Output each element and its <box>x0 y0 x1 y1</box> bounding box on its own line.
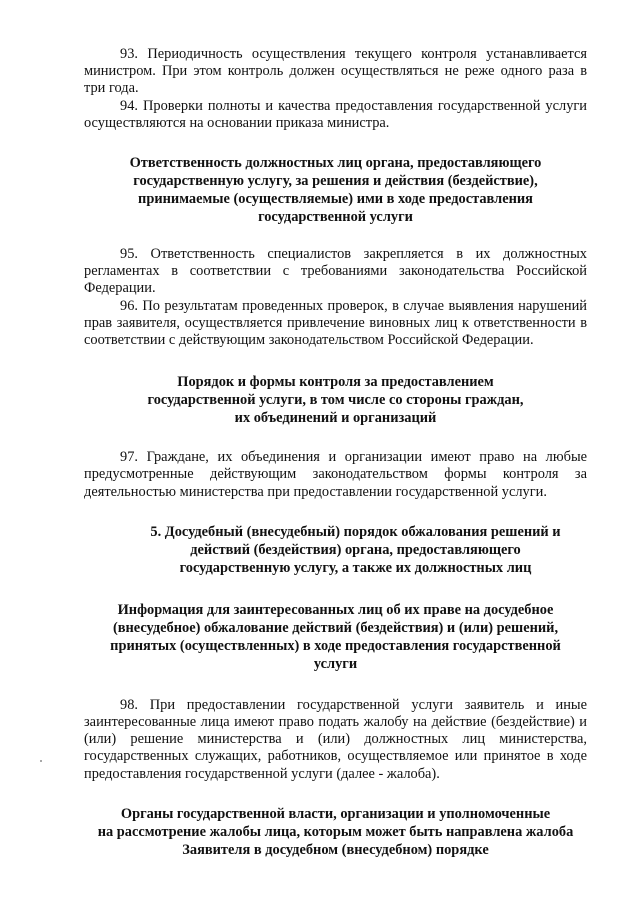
paragraph-95: 95. Ответственность специалистов закрепляется в их должностных регламентах в соответствии с требованиями законодательства Российской Федерации. <box>84 246 587 297</box>
heading-line: Информация для заинтересованных лиц об их праве на досудебное <box>117 601 554 618</box>
heading-line: государственную услугу, за решения и действия (бездействие), <box>133 173 538 190</box>
paragraph-94: 94. Проверки полноты и качества предоставления государственной услуги осуществляются на основании приказа министра. <box>84 97 587 131</box>
paragraph-97: 97. Граждане, их объединения и организации имеют право на любые предусмотренные действующим законодательством формы контроля за деятельностью министерства при предоставлении государственной услуги. <box>84 449 587 500</box>
heading-line: действий (бездействия) органа, предоставляющего <box>190 541 521 558</box>
heading-line: принятых (осуществленных) в ходе предоставления государственной <box>110 637 561 654</box>
heading-section-5 <box>84 523 587 577</box>
heading-line: (внесудебное) обжалование действий (бездействия) и (или) решений, <box>112 619 559 636</box>
heading-line: 5. Досудебный (внесудебный) порядок обжалования решений и <box>150 523 561 540</box>
heading-responsibility <box>84 154 587 226</box>
paragraph-93: 93. Периодичность осуществления текущего контроля устанавливается министром. При этом контроль должен осуществляться не реже одного раза в три года. <box>84 46 587 97</box>
heading-control-forms <box>84 373 587 427</box>
document-body <box>84 46 587 859</box>
heading-line: на рассмотрение жалобы лица, которым может быть направлена жалоба <box>97 823 574 840</box>
heading-info-rights <box>84 601 587 673</box>
heading-line: государственной услуги <box>258 209 413 226</box>
heading-line: принимаемые (осуществляемые) ими в ходе предоставления <box>138 191 533 208</box>
heading-line: их объединений и организаций <box>234 410 437 427</box>
heading-line: государственной услуги, в том числе со стороны граждан, <box>147 392 524 409</box>
paragraph-98: 98. При предоставлении государственной услуги заявитель и иные заинтересованные лица имеют право подать жалобу на действие (бездействие) и (или) решение министерства и (или) должностных лиц министерства, государственных служащих, работников, осуществляемое или принятое в ходе предоставления государственной услуги (далее - жалоба). <box>84 696 587 782</box>
heading-complaint-bodies <box>84 805 587 859</box>
heading-line: услуги <box>313 655 358 672</box>
heading-line: Ответственность должностных лиц органа, предоставляющего <box>129 155 542 172</box>
heading-line: Заявителя в досудебном (внесудебном) порядке <box>182 841 489 858</box>
heading-line: Органы государственной власти, организации и уполномоченные <box>120 805 551 822</box>
heading-line: государственную услугу, а также их должностных лиц <box>179 559 532 576</box>
heading-line: Порядок и формы контроля за предоставлением <box>177 374 494 391</box>
paragraph-96: 96. По результатам проведенных проверок, в случае выявления нарушений прав заявителя, осуществляется привлечение виновных лиц к ответственности в соответствии с действующим законодательством Российской Федерации. <box>84 297 587 349</box>
scan-speck <box>40 760 42 762</box>
